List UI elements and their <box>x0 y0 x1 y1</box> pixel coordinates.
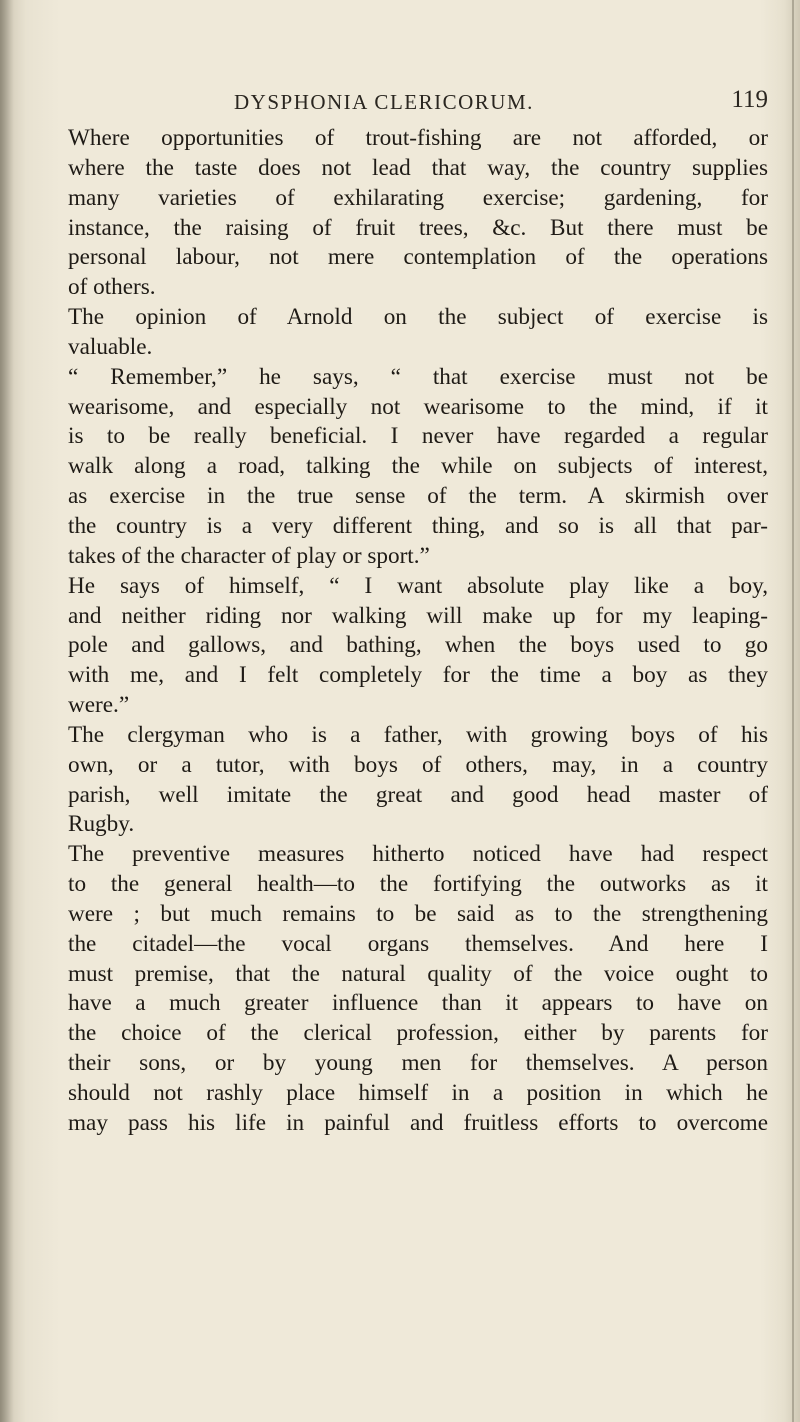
text-line: “ Remember,” he says, “ that exercise must not be <box>68 363 768 390</box>
paragraph <box>68 721 768 840</box>
text-line: takes of the character of play or sport.” <box>68 542 430 569</box>
paragraph <box>68 363 768 572</box>
text-line: personal labour, not mere contemplation of the operations <box>68 244 768 271</box>
text-line: have a much greater influence than it appears to have on <box>68 990 768 1017</box>
text-line: of others. <box>68 274 156 301</box>
page-header <box>62 86 768 120</box>
text-line: with me, and I felt completely for the time a boy as they <box>68 662 768 689</box>
text-line: instance, the raising of fruit trees, &c. But there must be <box>68 214 768 241</box>
text-line: wearisome, and especially not wearisome to the mind, if it <box>68 393 768 420</box>
text-line: pole and gallows, and bathing, when the boys used to go <box>68 632 768 659</box>
text-line: is to be really beneficial. I never have regarded a regular <box>68 423 768 450</box>
text-line: He says of himself, “ I want absolute play like a boy, <box>68 572 768 599</box>
text-line: to the general health—to the fortifying the outworks as it <box>68 871 768 898</box>
text-line: Where opportunities of trout-fishing are not afforded, or <box>68 125 768 151</box>
text-line: and neither riding nor walking will make up for my leaping- <box>68 602 768 629</box>
text-line: must premise, that the natural quality of the voice ought to <box>68 960 768 987</box>
body-text <box>68 124 768 1139</box>
text-line: were ; but much remains to be said as to the strengthening <box>68 900 768 927</box>
paragraph <box>68 303 768 363</box>
text-line: own, or a tutor, with boys of others, may, in a country <box>68 751 768 778</box>
page-edge <box>792 0 794 1422</box>
paragraph <box>68 572 768 721</box>
text-line: the citadel—the vocal organs themselves. And here I <box>68 930 768 957</box>
text-line: valuable. <box>68 333 153 360</box>
text-line: should not rashly place himself in a position in which he <box>68 1080 768 1106</box>
running-head: DYSPHONIA CLERICORUM. <box>234 90 534 114</box>
text-line: many varieties of exhilarating exercise; gardening, for <box>68 184 768 211</box>
text-line: may pass his life in painful and fruitless efforts to overcome <box>68 1109 768 1136</box>
page-gutter-shadow <box>0 0 14 1422</box>
text-line: their sons, or by young men for themselves. A person <box>68 1050 768 1077</box>
text-line: were.” <box>68 692 130 719</box>
text-line: where the taste does not lead that way, the country supplies <box>68 154 768 181</box>
text-line: The clergyman who is a father, with growing boys of his <box>68 721 768 748</box>
text-line: Rugby. <box>68 811 135 838</box>
page-number: 119 <box>731 86 768 113</box>
text-line: as exercise in the true sense of the term. A skirmish over <box>68 483 768 510</box>
text-line: the choice of the clerical profession, either by parents for <box>68 1020 768 1047</box>
text-line: walk along a road, talking the while on subjects of interest, <box>68 453 768 480</box>
text-line: parish, well imitate the great and good head master of <box>68 781 768 808</box>
text-line: the country is a very different thing, and so is all that par- <box>68 512 768 539</box>
paragraph <box>68 124 768 303</box>
text-line: The preventive measures hitherto noticed have had respect <box>68 841 768 868</box>
text-line: The opinion of Arnold on the subject of exercise is <box>68 304 768 331</box>
paragraph <box>68 840 768 1138</box>
